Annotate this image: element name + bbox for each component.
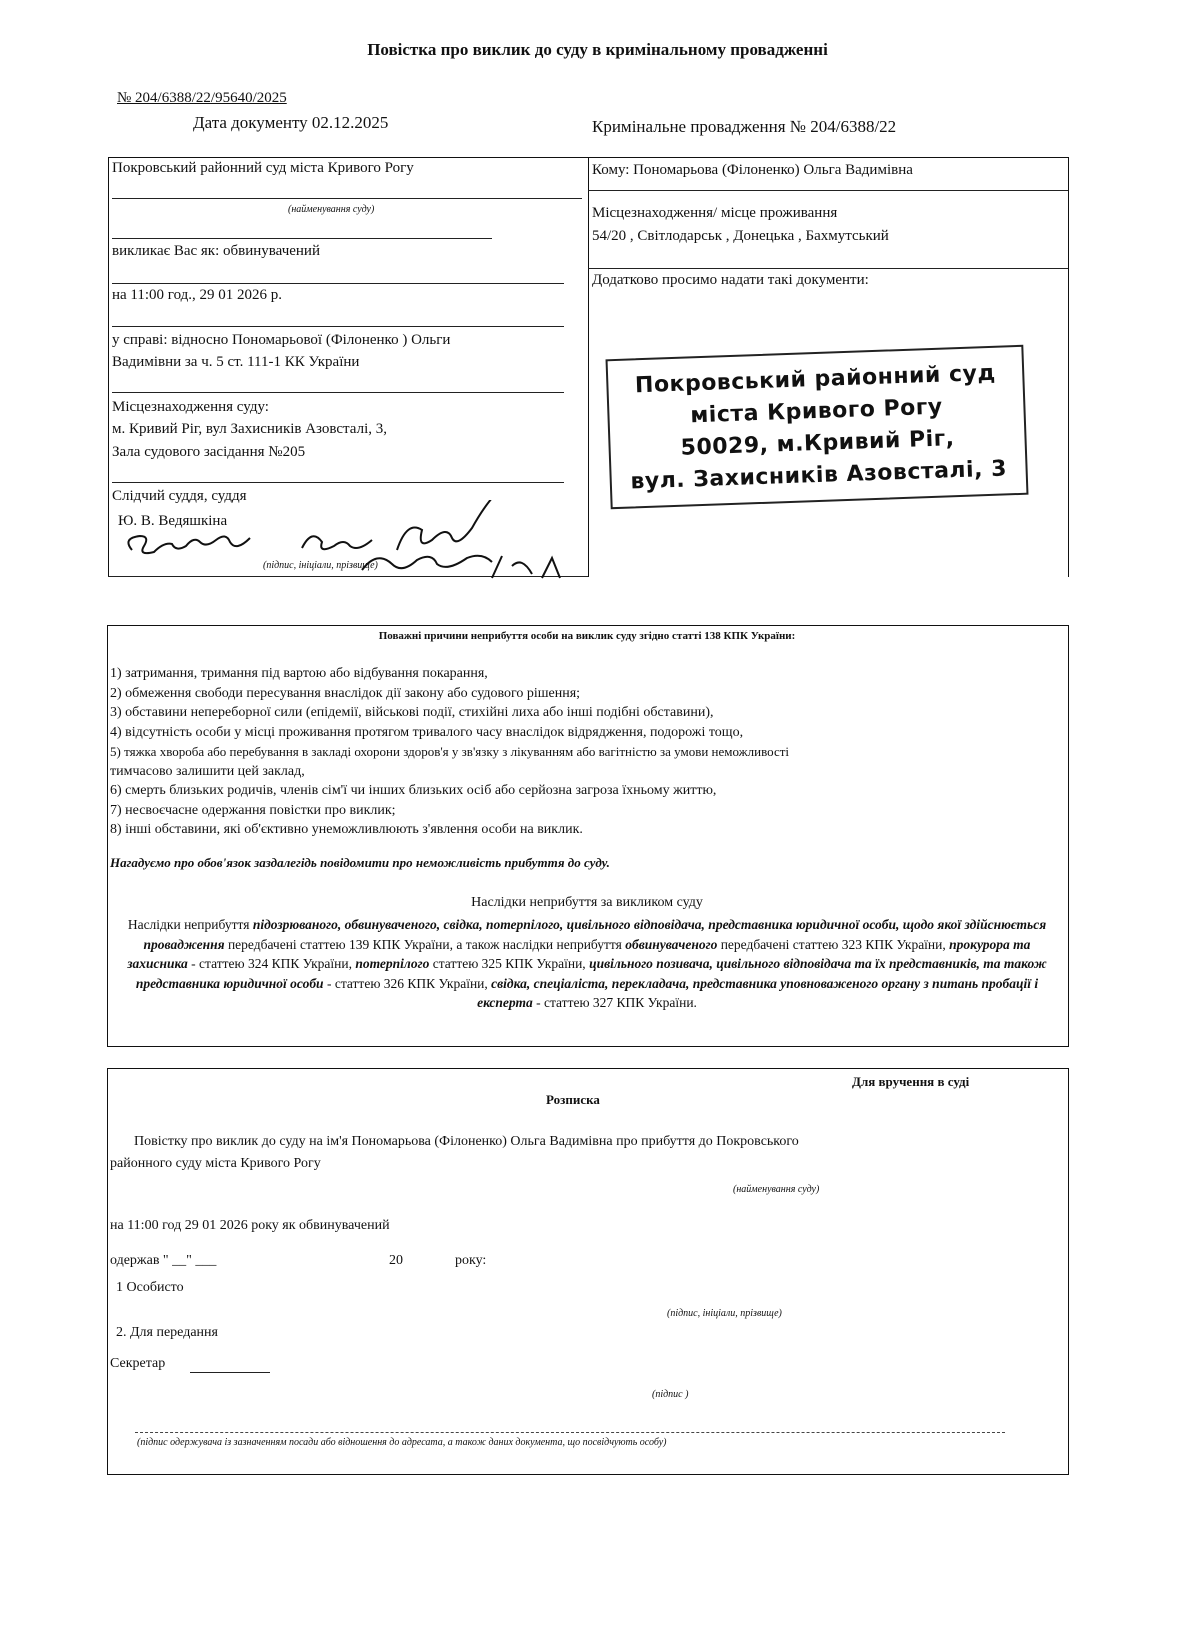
residence-label: Місцезнаходження/ місце проживання [592,205,838,221]
divider [588,157,589,577]
stamp-line: Покровський районний суд [634,360,997,399]
for-court-label: Для вручення в суді [852,1074,970,1089]
text: свідка, спеціаліста, перекладача, представника уповноваженого органу з питань пробації і експерта [477,975,1039,1010]
receipt-datetime: на 11:00 год 29 01 2026 року як обвинувачений [110,1218,390,1233]
consequences-text [112,915,1062,1013]
signature-caption: (підпис, ініціали, прізвище) [263,560,378,571]
reminder: Нагадуємо про обов'язок заздалегідь повідомити про неможливість прибуття до суду. [110,855,610,870]
handwritten-signature [112,500,582,592]
year-prefix: 20 [389,1253,403,1268]
divider [190,1372,270,1373]
text: - статтею 326 КПК України, [323,975,492,991]
court-stamp [606,345,1029,509]
case-description-2: Вадимівни за ч. 5 ст. 111-1 КК України [112,354,360,370]
document-number: № 204/6388/22/95640/2025 [117,90,287,106]
receipt-heading: Розписка [546,1092,600,1107]
text: статтею 325 КПК України, [429,956,590,971]
text: передбачені статтею 139 КПК України, а також наслідки неприбуття [224,936,626,952]
list-item: 3) обставини непереборної сили (епідемії, військові події, стихійні лиха або інші подібні обставини), [110,705,714,720]
courtroom: Зала судового засідання №205 [112,444,306,460]
text: цивільного позивача, цивільного відповідача та їх представників, та також представника юридичної особи [135,956,1047,991]
reasons-list [110,664,789,840]
list-item: тимчасово залишити цей заклад, [110,763,305,779]
text: - статтею 327 КПК України. [532,995,697,1010]
stamp-line: міста Кривого Рогу [689,394,943,429]
list-item: 4) відсутність особи у місці проживання протягом тривалого часу внаслідок відрядження, подорожі тощо, [110,724,744,740]
reasons-heading: Поважні причини неприбуття особи на виклик суду згідно статті 138 КПК України: [378,630,796,642]
text: передбачені статтею 323 КПК України, [717,936,950,952]
personally-caption: (підпис, ініціали, прізвище) [667,1308,782,1319]
judge-label: Слідчий суддя, суддя [112,488,247,504]
receipt-section [107,1068,1069,1475]
judge-name: Ю. В. Ведяшкіна [118,513,228,529]
stamp-line: вул. Захисників Азовсталі, 3 [630,456,1008,495]
year-suffix: року: [455,1253,487,1268]
list-item: 5) тяжка хвороба або перебування в закладі охорони здоров'я у зв'язку з лікуванням або вагітністю за умови неможливості [110,744,790,759]
divider [588,268,1068,269]
text: Наслідки неприбуття [127,917,253,932]
secretary-label: Секретар [110,1356,166,1371]
list-item: 8) інші обставини, які об'єктивно унеможливлюють з'явлення особи на виклик. [110,822,583,837]
court-location-label: Місцезнаходження суду: [112,399,269,415]
stamp-line: 50029, м.Кривий Ріг, [680,426,955,461]
court-address: м. Кривий Ріг, вул Захисників Азовсталі, 3, [112,421,387,437]
list-item: 2) обмеження свободи пересування внаслідок дії закону або судового рішення; [110,685,581,701]
consequences-heading: Наслідки неприбуття за викликом суду [471,895,703,910]
divider [112,392,564,393]
divider [135,1432,1005,1433]
court-caption: (найменування суду) [733,1184,820,1195]
document-date: Дата документу 02.12.2025 [193,113,389,132]
page-title: Повістка про виклик до суду в кримінальному провадженні [367,40,828,59]
residence: 54/20 , Світлодарськ , Донецька , Бахмутський [592,228,889,244]
text: потерпілого [355,956,430,971]
signature-caption: (підпис ) [652,1389,689,1400]
divider [1068,157,1069,577]
transfer-label: 2. Для передання [116,1325,218,1340]
list-item: 7) несвоєчасне одержання повістки про виклик; [110,802,396,818]
hearing-datetime: на 11:00 год., 29 01 2026 р. [112,287,283,303]
recipient: Кому: Пономарьова (Філоненко) Ольга Вадимівна [592,162,913,178]
summons-role: викликає Вас як: обвинувачений [112,243,320,259]
receipt-text-2: районного суду міста Кривого Рогу [110,1156,321,1171]
additional-documents: Додатково просимо надати такі документи: [592,272,869,288]
divider [112,326,564,327]
case-description: у справі: відносно Пономарьової (Філоненко ) Ольги [112,332,451,348]
court-name: Покровський районний суд міста Кривого Рогу [112,160,414,176]
text: прокурора та захисника [127,936,1031,971]
divider [108,157,109,577]
text: - статтею 324 КПК України, [187,956,356,971]
text: обвинуваченого [625,936,718,952]
divider [112,283,564,284]
received-date: одержав " __" ___ [110,1253,217,1268]
list-item: 1) затримання, тримання під вартою або відбування покарання, [110,666,488,681]
receipt-text: Повістку про виклик до суду на ім'я Пономарьова (Філоненко) Ольга Вадимівна про прибуття до Покровського [134,1134,799,1149]
bottom-caption: (підпис одержувача із зазначенням посади або відношення до адресата, а також даних документа, що посвідчують особу) [137,1437,667,1448]
divider [112,238,492,239]
case-number: Кримінальне провадження № 204/6388/22 [592,117,897,136]
divider [112,482,564,483]
text: підозрюваного, обвинуваченого, свідка, потерпілого, цивільного відповідача, представника юридичної особи, щодо якої здійснюється провадження [143,917,1047,952]
divider [112,198,582,199]
divider [588,190,1068,191]
list-item: 6) смерть близьких родичів, членів сім'ї чи інших близьких осіб або серйозна загроза їхньому життю, [110,783,717,798]
personally-label: 1 Особисто [116,1280,184,1295]
court-caption: (найменування суду) [288,204,375,215]
